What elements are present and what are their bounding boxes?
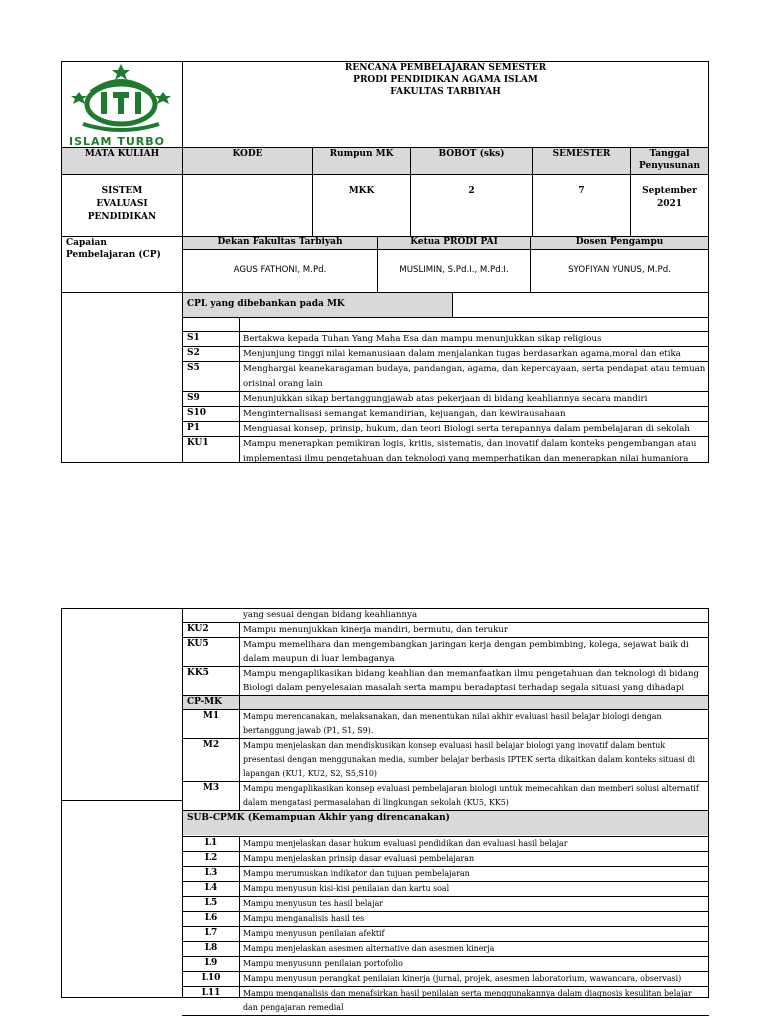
cpl-text: Menghargai keanekaragaman budaya, pandangan, agama, dan kepercayaan, serta pendapat atau temuan	[243, 364, 706, 374]
header-rumpun-mk: Rumpun MK	[329, 149, 394, 159]
sig-name-kaprodi: MUSLIMIN, S.Pd.I., M.Pd.I.	[399, 265, 509, 275]
cpl-code: KU1	[187, 438, 209, 448]
cpmk_rows-code: M2	[202, 740, 220, 750]
sub_rows-code: L5	[204, 898, 218, 908]
cpl-code: S1	[187, 333, 200, 343]
title-line-2: PRODI PENDIDIKAN AGAMA ISLAM	[353, 75, 538, 85]
cpl-code: S2	[187, 348, 200, 358]
sub_rows-text: Mampu menganalisis dan menafsirkan hasil penilaian serta menggunakannya dalam diagnosis kesulitan belajar	[243, 989, 692, 998]
rows-code: KK5	[187, 668, 209, 678]
header-kode: KODE	[232, 149, 263, 159]
cp-label-1: Capaian	[66, 238, 107, 248]
sig-header-kaprodi: Ketua PRODI PAI	[410, 237, 498, 247]
header-semester: SEMESTER	[552, 149, 611, 159]
sub_rows-code: L10	[201, 973, 221, 983]
cpl-code: S9	[187, 393, 200, 403]
sub_rows-text: Mampu menjelaskan dasar hukum evaluasi pendidikan dan evaluasi hasil belajar	[243, 839, 568, 848]
sub_rows-code: L6	[204, 913, 218, 923]
cpmk_rows-text: dalam mengatasi permasalahan di lingkungan sekolah (KU5, KK5)	[243, 798, 509, 807]
sig-header-dekan: Dekan Fakultas Tarbiyah	[217, 237, 343, 247]
cpl-text: implementasi ilmu pengetahuan dan teknologi yang memperhatikan dan menerapkan nilai humaniora	[243, 454, 689, 464]
sub_rows-code: L8	[204, 943, 218, 953]
cpl-text: Menguasai konsep, prinsip, hukum, dan teori Biologi serta terapannya dalam pembelajaran di sekolah	[243, 424, 690, 434]
value-mata-kuliah-2: EVALUASI	[96, 199, 148, 209]
value-tanggal-1: September	[642, 186, 697, 196]
title-line-1: RENCANA PEMBELAJARAN SEMESTER	[344, 63, 547, 73]
sig-header-dosen: Dosen Pengampu	[575, 237, 664, 247]
sub_rows-text: Mampu menjelaskan prinsip dasar evaluasi pembelajaran	[243, 854, 475, 863]
cpmk_rows-text: lapangan (KU1, KU2, S2, S5,S10)	[243, 769, 377, 778]
sub-cpmk-title: SUB-CPMK (Kemampuan Akhir yang direncanakan)	[187, 813, 450, 823]
sub_rows-text: Mampu merumuskan indikator dan tujuan pembelajaran	[243, 869, 470, 878]
rows-text: Mampu menunjukkan kinerja mandiri, bermutu, dan terukur	[243, 625, 509, 635]
sub_rows-code: L3	[204, 868, 218, 878]
cpmk_rows-text: Mampu menjelaskan dan mendiskusikan konsep evaluasi hasil belajar biologi yang inovatif dalam bentuk	[243, 741, 666, 750]
sub_rows-text: Mampu menyusunn penilaian portofolio	[243, 959, 403, 968]
cpl-code: S10	[187, 408, 207, 418]
sub_rows-text: Mampu menjelaskan asesmen alternative dan asesmen kinerja	[243, 944, 495, 953]
cont-line: yang sesuai dengan bidang keahliannya	[243, 610, 418, 620]
cpl-text: Mampu menerapkan pemikiran logis, kritis, sistematis, dan inovatif dalam konteks pengembangan atau	[243, 439, 697, 449]
sub_rows-code: L2	[204, 853, 218, 863]
logo-text: ISLAM TURBO	[69, 135, 165, 146]
sub_rows-text: Mampu menyusun kisi-kisi penilaian dan kartu soal	[243, 884, 450, 893]
cpl-text: Menginternalisasi semangat kemandirian, kejuangan, dan kewirausahaan	[243, 409, 566, 419]
sub_rows-code: L4	[204, 883, 218, 893]
cpl-text: orisinal orang lain	[243, 379, 323, 389]
sub_rows-text: Mampu menyusun penilaian afektif	[243, 929, 385, 938]
cpl-text: Menunjukkan sikap bertanggungjawab atas pekerjaan di bidang keahliannya secara mandiri	[243, 394, 648, 404]
cpl-code: P1	[187, 423, 201, 433]
cpmk-title: CP-MK	[187, 697, 222, 707]
value-mata-kuliah-1: SISTEM	[101, 186, 143, 196]
rows-code: KU5	[187, 639, 209, 649]
value-semester: 7	[578, 186, 585, 196]
sub_rows-code: L1	[204, 838, 218, 848]
sub_rows-text: Mampu menyusun perangkat penilaian kinerja (jurnal, projek, asesmen laboratorium, wawancara, observasi)	[243, 974, 682, 983]
rows-text: dalam maupun di luar lembaganya	[243, 654, 395, 664]
cpmk_rows-code: M1	[202, 711, 220, 721]
sub_rows-text: Mampu menyusun tes hasil belajar	[243, 899, 384, 908]
sub_rows-code: L9	[204, 958, 218, 968]
sig-name-dosen: SYOFIYAN YUNUS, M.Pd.	[568, 265, 671, 275]
rows-text: Biologi dalam penyelesaian masalah serta mampu beradaptasi terhadap segala situasi yang dihadapi	[243, 683, 685, 693]
cpl-text: Menjunjung tinggi nilai kemanusiaan dalam menjalankan tugas berdasarkan agama,moral dan etika	[243, 349, 681, 359]
title-line-3: FAKULTAS TARBIYAH	[390, 87, 501, 97]
cpl-text: Bertakwa kepada Tuhan Yang Maha Esa dan mampu menunjukkan sikap religious	[243, 334, 602, 344]
header-tanggal: Tanggal Penyusunan	[638, 149, 701, 171]
value-mata-kuliah-3: PENDIDIKAN	[87, 212, 157, 222]
rows-text: Mampu mengaplikasikan bidang keahlian dan memanfaatkan ilmu pengetahuan dan teknologi di bidang	[243, 669, 700, 679]
cpmk_rows-text: presentasi dengan menggunakan media, sumber belajar berbasis IPTEK serta dikaitkan dalam konteks situasi di	[243, 755, 696, 764]
rows-code: KU2	[187, 624, 209, 634]
cpmk_rows-text: Mampu mengaplikasikan konsep evaluasi pembelajaran biologi untuk memecahkan dan memberi solusi alternatif	[243, 784, 699, 793]
sub_rows-text: dan pengajaran remedial	[243, 1003, 344, 1012]
value-rumpun: MKK	[348, 186, 375, 196]
header-mata-kuliah: MATA KULIAH	[84, 149, 160, 159]
university-logo	[63, 62, 181, 146]
sig-name-dekan: AGUS FATHONI, M.Pd.	[233, 265, 327, 275]
rows-text: Mampu memelihara dan mengembangkan jaringan kerja dengan pembimbing, kolega, sejawat baik di	[243, 640, 689, 650]
cpmk_rows-text: Mampu merencanakan, melaksanakan, dan menentukan nilai akhir evaluasi hasil belajar biologi dengan	[243, 712, 662, 721]
cpmk_rows-code: M3	[202, 783, 220, 793]
cpl-title: CPL yang dibebankan pada MK	[187, 299, 345, 309]
sub_rows-code: L11	[201, 988, 221, 998]
cp-label-2: Pembelajaran (CP)	[66, 250, 161, 260]
cpl-code: S5	[187, 363, 200, 373]
sub_rows-code: L7	[204, 928, 218, 938]
cpmk_rows-text: bertanggung jawab (P1, S1, S9).	[243, 726, 374, 735]
header-bobot: BOBOT (sks)	[438, 149, 505, 159]
value-tanggal-2: 2021	[656, 199, 683, 209]
value-bobot: 2	[468, 186, 475, 196]
sub_rows-text: Mampu menganalisis hasil tes	[243, 914, 365, 923]
